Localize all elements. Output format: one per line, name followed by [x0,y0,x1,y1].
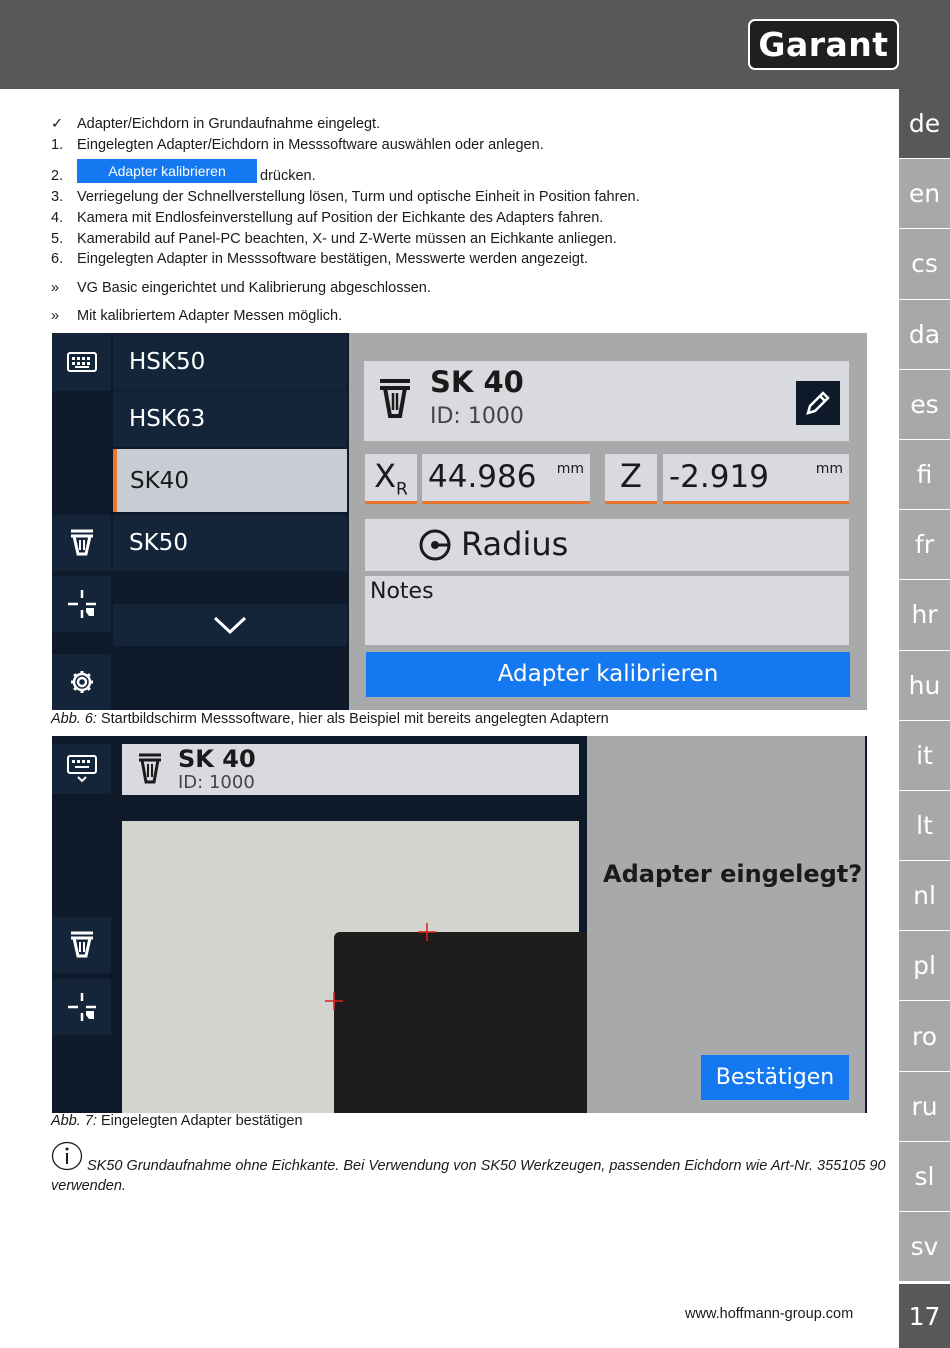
x-label [365,457,417,499]
id-value: 1000 [208,772,255,793]
id-label: ID: [178,772,204,793]
language-tab-ru[interactable]: ru [899,1072,950,1142]
language-sidebar [899,89,950,1282]
adapter-name: SK 40 [178,745,256,773]
language-tab-da[interactable]: da [899,300,950,370]
x-value-field[interactable] [422,454,590,504]
note-text-line-1: SK50 Grundaufnahme ohne Eichkante. Bei Verwendung von SK50 Werkzeugen, passenden Eichdorn wie Art-Nr. 355105 90 [87,1158,886,1174]
instruction-text: Eingelegten Adapter in Messsoftware bestätigen, Messwerte werden angezeigt. [77,251,589,267]
instruction-marker: » [51,308,60,324]
language-tab-hr[interactable]: hr [899,580,950,650]
software-screenshot-confirm [52,736,867,1113]
keyboard-icon [67,351,97,373]
scroll-down-button[interactable] [113,604,347,646]
list-item-sk50[interactable]: SK50 [113,515,347,571]
figure-caption-6 [51,711,609,727]
language-tab-de[interactable]: de [899,89,950,159]
instruction-marker: » [51,280,60,296]
instruction-marker: 1. [51,137,64,153]
instruction-marker: ✓ [51,116,64,132]
language-tab-sl[interactable]: sl [899,1142,950,1212]
language-tab-ro[interactable]: ro [899,1001,950,1071]
radius-label: Radius [461,525,569,563]
adapter-list [111,333,349,710]
language-tab-fi[interactable]: fi [899,440,950,510]
language-tab-en[interactable]: en [899,159,950,229]
instruction-marker: 4. [51,210,64,226]
measure-button[interactable] [52,979,111,1035]
keyboard-icon [67,755,97,783]
radius-icon [419,529,451,561]
id-value: 1000 [467,404,524,429]
list-item-sk40-selected[interactable]: SK40 [113,449,347,512]
info-icon [51,1141,83,1171]
tool-holder-icon [378,377,412,421]
instruction-text: VG Basic eingerichtet und Kalibrierung abgeschlossen. [77,280,431,296]
language-tab-es[interactable]: es [899,370,950,440]
caption-text: Eingelegten Adapter bestätigen [96,1113,303,1129]
edit-button[interactable] [796,381,840,425]
instruction-text: Adapter/Eichdorn in Grundaufnahme eingelegt. [77,116,381,132]
x-subscript: R [396,479,408,500]
pencil-icon [804,389,832,417]
instruction-text: Eingelegten Adapter/Eichdorn in Messsoftware auswählen oder anlegen. [77,137,544,153]
adapter-question: Adapter eingelegt? [603,860,863,888]
settings-button[interactable] [52,654,111,710]
gear-icon [69,669,95,695]
z-label-box [605,454,657,504]
x-label-box [365,454,417,504]
language-tab-cs[interactable]: cs [899,229,950,299]
top-bar [0,0,950,89]
garant-logo: Garant [748,19,899,70]
instruction-text: drücken. [260,168,316,184]
note-text-line-2: verwenden. [51,1178,126,1194]
chevron-down-icon [213,616,247,634]
adapter-kalibrieren-button[interactable]: Adapter kalibrieren [366,652,850,697]
id-label: ID: [430,404,461,429]
adapter-header-card [122,744,579,795]
crosshair-marker-left [325,992,343,1010]
adapter-button[interactable] [52,917,111,973]
tool-holder-icon [69,930,95,960]
z-value-field[interactable] [663,454,849,504]
instruction-text: Verriegelung der Schnellverstellung lösen, Turm und optische Einheit in Position fahren. [77,189,640,205]
adapter-id [178,772,255,793]
figure-caption-7 [51,1113,303,1129]
list-item-hsk50[interactable]: HSK50 [113,334,347,390]
language-tab-lt[interactable]: lt [899,791,950,861]
instruction-marker: 6. [51,251,64,267]
page-number: 17 [899,1284,950,1348]
adapter-detail-panel [349,333,867,710]
instruction-marker: 5. [51,231,64,247]
x-unit: mm [556,461,584,477]
icon-sidebar [52,736,111,1113]
x-value: 44.986 [428,459,537,495]
language-tab-hu[interactable]: hu [899,651,950,721]
z-value: -2.919 [669,459,769,495]
tool-holder-icon [69,528,95,558]
language-tab-nl[interactable]: nl [899,861,950,931]
keyboard-button[interactable] [52,744,111,794]
z-label: Z [620,457,642,495]
adapter-id [430,404,524,429]
footer-url[interactable]: www.hoffmann-group.com [685,1306,854,1322]
caption-prefix: Abb. 6: [51,711,97,727]
keyboard-button[interactable] [52,333,111,391]
instruction-text: Mit kalibriertem Adapter Messen möglich. [77,308,343,324]
icon-sidebar [52,333,111,710]
language-tab-sv[interactable]: sv [899,1212,950,1282]
adapter-header-card [364,361,849,441]
instruction-text: Kamera mit Endlosfeinverstellung auf Position der Eichkante des Adapters fahren. [77,210,604,226]
radius-mode-button[interactable] [365,519,849,571]
list-item-hsk63[interactable]: HSK63 [113,391,347,447]
caption-prefix: Abb. 7: [51,1113,97,1129]
crosshair-icon [66,588,98,620]
z-unit: mm [815,461,843,477]
language-tab-it[interactable]: it [899,721,950,791]
language-tab-fr[interactable]: fr [899,510,950,580]
crosshair-icon [66,991,98,1023]
measure-button[interactable] [52,576,111,632]
instruction-marker: 3. [51,189,64,205]
notes-label: Notes [370,579,434,604]
caption-text: Startbildschirm Messsoftware, hier als Beispiel mit bereits angelegten Adaptern [96,711,609,727]
instruction-text: Kamerabild auf Panel-PC beachten, X- und Z-Werte müssen an Eichkante anliegen. [77,231,617,247]
confirm-panel [587,736,867,1113]
notes-field[interactable] [365,576,849,645]
adapter-silhouette [334,932,587,1113]
inline-adapter-kalibrieren-button[interactable]: Adapter kalibrieren [77,159,257,183]
crosshair-marker-top [418,923,436,941]
software-screenshot-start [52,333,867,710]
tool-holder-icon [137,752,163,786]
x-letter: X [374,457,397,495]
language-tab-pl[interactable]: pl [899,931,950,1001]
adapter-button[interactable] [52,515,111,571]
adapter-name: SK 40 [430,365,524,399]
bestaetigen-button[interactable]: Bestätigen [701,1055,849,1100]
instruction-marker: 2. [51,168,64,184]
